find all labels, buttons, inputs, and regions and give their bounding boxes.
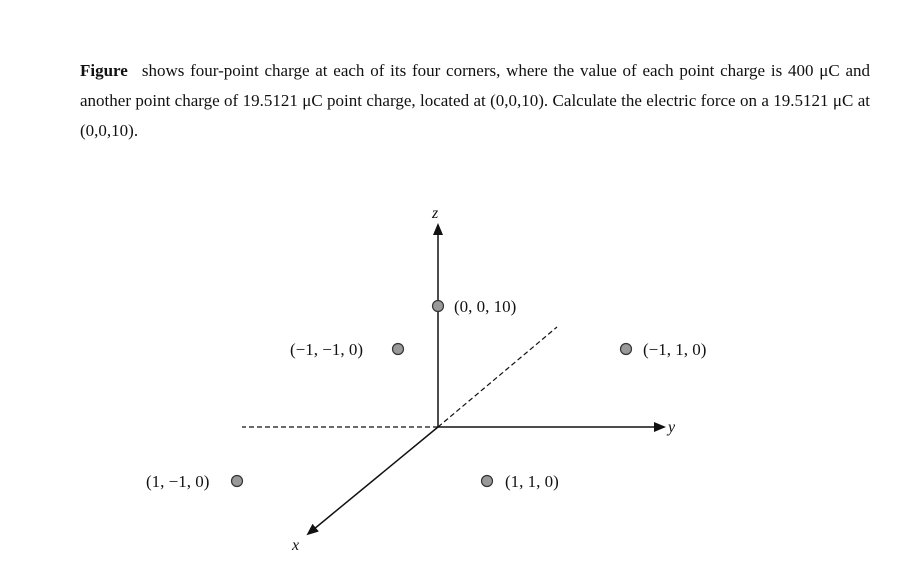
x-axis [308,427,438,534]
charge-back-right-label: (−1, 1, 0) [643,340,707,359]
figure-label: Figure [80,61,128,80]
x-axis-label: x [292,537,300,554]
y-axis-label: y [668,419,676,436]
negative-x-axis [438,327,557,427]
charge-back-left-label: (−1, −1, 0) [290,340,363,359]
z-axis-label: z [432,205,439,222]
charge-front-left [232,476,243,487]
charge-front-left-label: (1, −1, 0) [146,472,210,491]
charge-top-label: (0, 0, 10) [454,297,517,316]
charge-back-left [393,344,404,355]
problem-text: shows four-point charge at each of its four corners, where the value of each point charge is 400 μC and another point charge of 19.5121 μC point charge, located at (0,0,10). Calculate the electric force on a 19.5121 μC at (0,0,10). [80,61,870,140]
charge-front-right-label: (1, 1, 0) [505,472,559,491]
charge-front-right [482,476,493,487]
charge-back-right [621,344,632,355]
charge-top [433,301,444,312]
